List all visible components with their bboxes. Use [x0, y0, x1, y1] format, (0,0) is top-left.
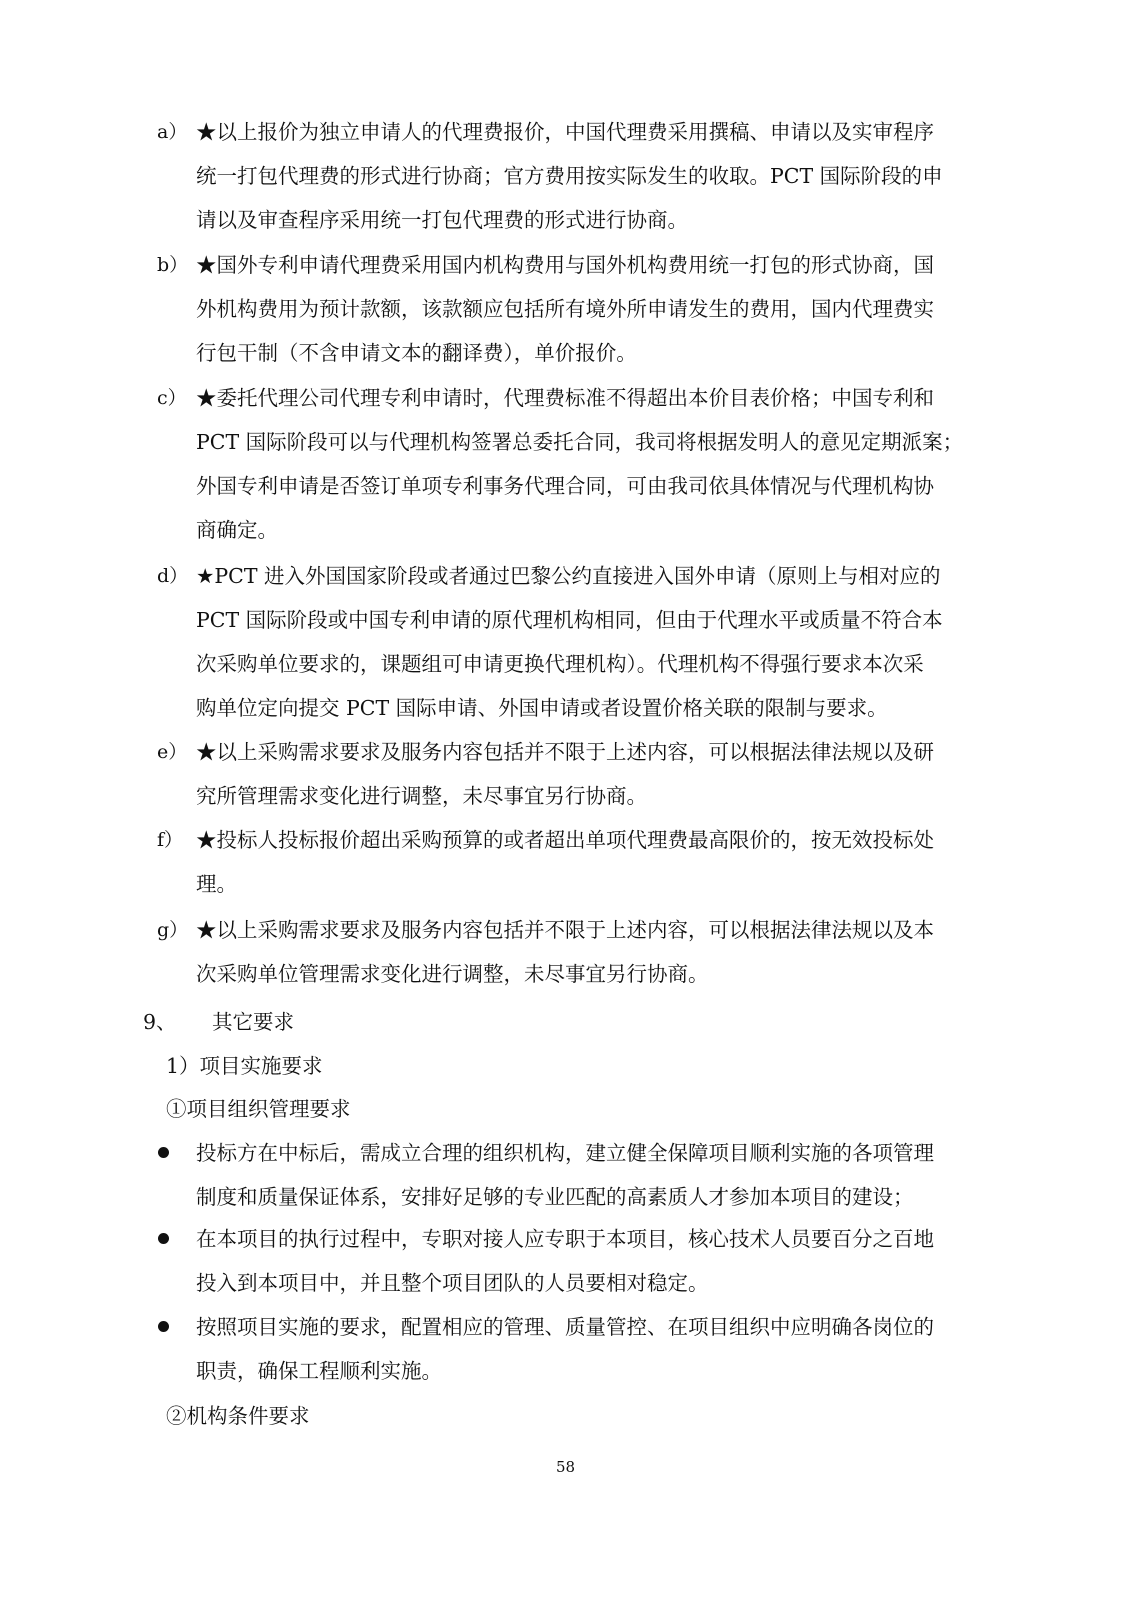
page-number: 58: [555, 1458, 576, 1476]
item-line: ★以上采购需求要求及服务内容包括并不限于上述内容，可以根据法律法规以及本: [196, 918, 934, 942]
section-number: 9、: [143, 1010, 177, 1034]
item-marker: c）: [157, 387, 187, 409]
item-line: 统一打包代理费的形式进行协商；官方费用按实际发生的收取。PCT 国际阶段的申: [196, 164, 943, 188]
bullet-dot-icon: [158, 1147, 169, 1158]
item-marker: a）: [157, 121, 188, 143]
item-line: 购单位定向提交 PCT 国际申请、外国申请或者设置价格关联的限制与要求。: [196, 696, 888, 720]
section-title: 其它要求: [212, 1010, 294, 1034]
item-line: ★以上采购需求要求及服务内容包括并不限于上述内容，可以根据法律法规以及研: [196, 740, 934, 764]
item-line: 究所管理需求变化进行调整，未尽事宜另行协商。: [196, 784, 647, 808]
item-line: 行包干制（不含申请文本的翻译费），单价报价。: [196, 341, 637, 365]
item-line: ★以上报价为独立申请人的代理费报价，中国代理费采用撰稿、申请以及实审程序: [196, 120, 934, 144]
item-line: ★国外专利申请代理费采用国内机构费用与国外机构费用统一打包的形式协商，国: [196, 253, 934, 277]
item-line: ★委托代理公司代理专利申请时，代理费标准不得超出本价目表价格；中国专利和: [196, 386, 934, 410]
item-marker: b）: [157, 254, 189, 276]
item-line: PCT 国际阶段可以与代理机构签署总委托合同，我司将根据发明人的意见定期派案；: [196, 430, 964, 454]
bullet-line: 按照项目实施的要求，配置相应的管理、质量管控、在项目组织中应明确各岗位的: [196, 1315, 934, 1339]
item-line: ★PCT 进入外国国家阶段或者通过巴黎公约直接进入国外申请（原则上与相对应的: [196, 564, 941, 588]
subsubsection-heading: ①项目组织管理要求: [166, 1097, 351, 1121]
item-marker: g）: [157, 919, 189, 941]
subsection-heading: 1）项目实施要求: [166, 1054, 323, 1078]
item-line: 请以及审查程序采用统一打包代理费的形式进行协商。: [196, 208, 688, 232]
subsubsection-heading: ②机构条件要求: [166, 1404, 310, 1428]
item-line: 商确定。: [196, 518, 278, 542]
item-marker: e）: [157, 741, 188, 763]
bullet-line: 制度和质量保证体系，安排好足够的专业匹配的高素质人才参加本项目的建设；: [196, 1185, 914, 1209]
item-line: 外机构费用为预计款额，该款额应包括所有境外所申请发生的费用，国内代理费实: [196, 297, 934, 321]
item-marker: d）: [157, 565, 189, 587]
bullet-line: 投标方在中标后，需成立合理的组织机构，建立健全保障项目顺利实施的各项管理: [196, 1141, 934, 1165]
item-marker: f）: [157, 829, 184, 851]
item-line: 次采购单位管理需求变化进行调整，未尽事宜另行协商。: [196, 962, 709, 986]
bullet-dot-icon: [158, 1233, 169, 1244]
item-line: 理。: [196, 872, 237, 896]
bullet-line: 职责，确保工程顺利实施。: [196, 1359, 442, 1383]
bullet-line: 投入到本项目中，并且整个项目团队的人员要相对稳定。: [196, 1271, 709, 1295]
item-line: PCT 国际阶段或中国专利申请的原代理机构相同，但由于代理水平或质量不符合本: [196, 608, 943, 632]
bullet-dot-icon: [158, 1321, 169, 1332]
bullet-line: 在本项目的执行过程中，专职对接人应专职于本项目，核心技术人员要百分之百地: [196, 1227, 934, 1251]
item-line: ★投标人投标报价超出采购预算的或者超出单项代理费最高限价的，按无效投标处: [196, 828, 934, 852]
item-line: 次采购单位要求的，课题组可申请更换代理机构）。代理机构不得强行要求本次采: [196, 652, 924, 676]
item-line: 外国专利申请是否签订单项专利事务代理合同，可由我司依具体情况与代理机构协: [196, 474, 934, 498]
